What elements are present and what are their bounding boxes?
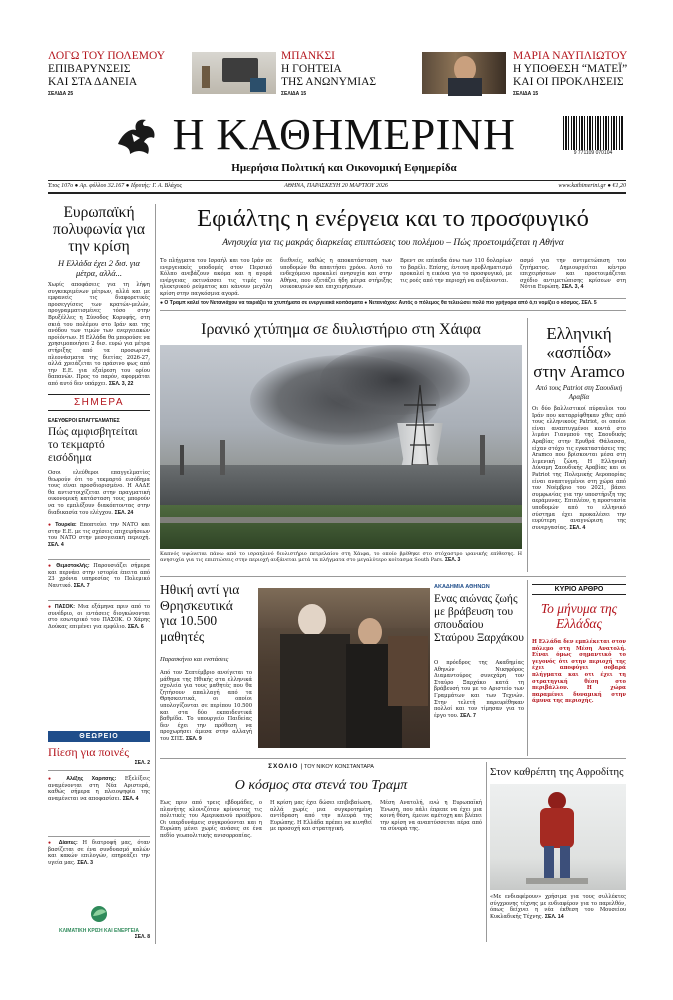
teaser-headline-2: ΚΑΙ ΟΙ ΠΡΟΚΛΗΣΕΙΣ: [513, 76, 624, 88]
teaser-banksy[interactable]: [281, 50, 401, 97]
masthead-meta-right: www.kathimerini.gr ● €1,20: [558, 183, 626, 189]
haifa-headline[interactable]: Ιρανικό χτύπημα σε διυλιστήριο στη Χάιφα: [201, 321, 481, 338]
aspida-subhead: Από τους Patriot στη Σαουδική Αραβία: [535, 384, 623, 401]
masthead-subtitle: Ημερήσια Πολιτική και Οικονομική Εφημερίδα: [231, 162, 457, 174]
afrodites-sculpture-photo: [490, 784, 626, 890]
simera-label: ΣΗΜΕΡΑ: [73, 397, 124, 408]
kyrio-headline[interactable]: Το μήνυμα της Ελλάδας: [540, 601, 618, 631]
main-body-col3: Βρεντ σε επίπεδα άνω των 110 δολαρίων το βαρέλι. Επίσης, έντονη προβληματισμό προκαλεί η εικόνα για το προσφυγικό, με τις ροές από την περιοχή να αυξάνονται.: [400, 258, 512, 284]
nafpliotou-photo: [422, 52, 506, 94]
teaser-kicker: ΜΠΑΝΚΣΙ: [281, 50, 335, 62]
ethiki-headline[interactable]: Ηθική αντί για Θρησκευτικά για 10.500 μαθητές: [160, 582, 240, 644]
kyrio-body: Η Ελλάδα δεν εμπλέκεται στον πόλεμο στη Μέση Ανατολή. Είναι όμως σημαντικό το γεγονός ότι στην περιοχή της έχει αποφύγει σοβαρά πλήγματα και οτι έχει τη στρατηγική θέση στο περιβάλλον. Η χώρα παραμένει δυναμική στην άμυνα της περιοχής.: [532, 639, 626, 705]
main-headline[interactable]: Εφιάλτης η ενέργεια και το προσφυγικό: [197, 205, 589, 232]
teaser-headline-2: ΚΑΙ ΣΤΑ ΔΑΝΕΙΑ: [48, 76, 138, 88]
kyrio-label: ΚΥΡΙΟ ΑΡΘΡΟ: [532, 584, 626, 595]
story-tekmarto-body: Οσοι ελεύθεροι επαγγελματίες θεωρούν ότι το τεκμαρτό εισόδημα τους είναι προσδιορισμένο. Η ΑΑΔΕ θα αντιστοιχίζεται στην πραγματική οικονομική κατάσταση τους μπορούν να το εμπλέξουν διακόπτοντας στην διαδικασία του ελέγχου. ΣΕΛ. 24: [48, 470, 150, 516]
akadimia-body: Ο πρόεδρος της Ακαδημίας Αθηνών Νικηφόρος Διαμαντούρος συνεχάρη τον Σταύρο Ξαρχάκο κατά τη βράβευσή του με το Αριστείο των Γραμμάτων και των Τεχνών. Στην τελετή παρευρέθηκαν πολλοί και τον τίμησαν για το έργο του. ΣΕΛ. 7: [434, 660, 524, 719]
section-label: ΕΛΕΥΘΕΡΟΙ ΕΠΑΓΓΕΛΜΑΤΙΕΣ: [48, 418, 120, 424]
barcode: [563, 116, 623, 150]
haifa-caption: Καπνός υψώνεται πάνω από το ισραηλινό διυλιστήριο πετρελαίου στη Χάιφα, το οποίο βρέθηκε στο στόχαστρο ιρανικής επίθεσης. Η ανησυχία για τις επιπτώσεις στην περιοχή αυξάνεται μετά τα πλήγματα στο μεγαλύτερο κοίτασμα South Pars. ΣΕΛ. 3: [160, 551, 522, 564]
afrodites-headline[interactable]: Στον καθρέπτη της Αφροδίτης: [490, 766, 624, 778]
xarchakos-photo: [258, 588, 430, 748]
teaser-nafpliotou[interactable]: [513, 50, 663, 97]
teaser-headline-2: ΤΗΣ ΑΝΩΝΥΜΙΑΣ: [281, 76, 377, 88]
brief-charitsis[interactable]: ● Αλέξης Χαριτσης: Εξελίξεις αναμένονται στη Νέα Αριστερά, καθώς σήμερα η πλειοψηφία της αναμένεται να αποφασίσει. ΣΕΛ. 4: [48, 776, 150, 834]
teaser-headline: ΕΠΙΒΑΡΥΝΣΕΙΣ: [48, 63, 131, 75]
left-subhead: Η Ελλάδα έχει 2 δισ. για μέτρα, αλλά...: [57, 258, 141, 278]
scholio-col3: Μέση Ανατολή, ενώ η Ευρωπαϊκή Ένωση, που πάλι έπρεπε να έχει μια κοινή θέση, έμεινε αμέτοχη και βλέπει την κρίση να αναπτύσσεται πέρα από τα σύνορά της.: [380, 800, 482, 833]
theoria-title[interactable]: Πίεση για ποινές: [48, 745, 129, 759]
main-ticker: ● Ο Τραμπ καλεί τον Νετανιάχου να ταιριάξει τα χτυπήματα σε ενεργειακά κοιτάσματα ● Νετανιάχου: Αυτός ο πόλεμος θα τελειώσει πολύ πιο γρήγορα από ό,τι νομίζει ο κόσμος. ΣΕΛ. 5: [160, 300, 597, 306]
main-subhead: Ανησυχία για τις μακράς διαρκείας επιπτώσεις του πολέμου – Πώς προετοιμάζεται η Αθήνα: [222, 238, 564, 248]
brief-pasok[interactable]: ● ΠΑΣΟΚ: Μια εξάμηνα πριν από το συνέδριο, οι εντάσεις διογκώνονται στο εσωτερικό του ΠΑΣΟΚ. Ο Χάρης Δούκας επιμένει για εμφύλιο. ΣΕΛ. 6: [48, 604, 150, 644]
brief-turkey[interactable]: ● Τουρκία: Εποπτεύει την ΝΑΤΟ και στην Ε.Ε. με τις σχέσεις επιχειρήσεων του ΝΑΤΟ στην μεσογειακή περιοχή. ΣΕΛ. 4: [48, 522, 150, 556]
masthead-date: ΑΘΗΝΑ, ΠΑΡΑΣΚΕΥΗ 20 ΜΑΡΤΙΟΥ 2026: [284, 183, 388, 189]
theoria-page: ΣΕΛ. 2: [134, 760, 150, 766]
climate-ad[interactable]: [48, 904, 150, 940]
banksy-photo: [192, 52, 276, 94]
akadimia-headline[interactable]: Ενας αιώνας ζωής με βράβευση του σπουδαίου Σταύρου Ξαρχάκου: [434, 593, 524, 644]
teaser-war-loans[interactable]: [48, 50, 183, 97]
masthead: [0, 100, 673, 196]
leaf-icon: [48, 904, 150, 924]
story-tekmarto-title[interactable]: Πώς αμφισβητείται το τεκμαρτό εισόδημα: [48, 426, 138, 464]
aspida-headline[interactable]: Ελληνική «ασπίδα» στην Aramco: [533, 324, 625, 381]
brief-themistoklis[interactable]: ● Θεμιστοκλής: Παρουσιάζει σήμερα και περνάει στην ιστορία έπειτα από 23 χρόνια υπηρεσίας το Πολεμικό Ναυτικό. ΣΕΛ. 7: [48, 563, 150, 597]
haifa-refinery-photo: [160, 345, 522, 549]
theoria-label: ΘΕΩΡΕΙΟ: [48, 731, 150, 742]
teaser-kicker: ΜΑΡΙΑ ΝΑΥΠΛΙΩΤΟΥ: [513, 50, 628, 62]
main-body-col2: διεθνείς, καθώς η αποκατάσταση των υποδομών θα απαιτήσει χρόνο. Αυτό το ενδεχόμενο προκαλεί ανησυχία και στην Αθήνα, που εξετάζει ήδη μέτρα στήριξης νοικοκυριών και επιχειρήσεων.: [280, 258, 392, 291]
scholio-author: ΤΟΥ ΝΙΚΟΥ ΚΟΝΣΤΑΝΤΑΡΑ: [303, 764, 374, 770]
scholio-header: ΣΧΟΛΙΟ | ΤΟΥ ΝΙΚΟΥ ΚΟΝΣΤΑΝΤΑΡΑ: [268, 763, 374, 770]
barcode-number: 9 771109 070104: [573, 150, 613, 156]
scholio-col1: Εως πριν από τρεις εβδομάδες, ο πλανήτης κλονιζόταν κρίνοντας τις πολιτικές του Αμερικανού προέδρου. Οι υπερδυνάμεις συγκρούονται και η Ευρώπη μένει χωρίς ανάσες σε ένα πεδίο γεωπολιτικής ανισορροπίας.: [160, 800, 262, 839]
climate-ad-page: ΣΕΛ. 8: [134, 934, 150, 940]
teaser-page: ΣΕΛΙΔΑ 25: [48, 91, 74, 97]
ethiki-body: Από τον Σεπτέμβριο ανοίγεται το μάθημα της Ηθικής στα ελληνικά σχολεία για τους μαθητές που θα ζητήσουν απαλλαγή από τα Θρησκευτικά, οι οποίοι υπολογίζονται σε περίπου 10.500 και στα δύο εκπαιδευτικά βαθμίδα. Το υπουργείο Παιδείας δεν έχει την πρόθεση να προχωρήσει άμεσα στην αλλαγή του ΣΠΣ. ΣΕΛ. 9: [160, 670, 252, 742]
aspida-body: Οι δύο βαλλιστικοί πύραυλοι του Ιράν που καταρρίφθηκαν χθες από τους ελληνικούς Patriot, οι οποίοι είναι αναπτυγμένοι κοντά στο λιμάνι Γιανμπού της Σαουδικής Αραβίας στην Ερυθρά Θάλασσα, είχαν στόχο τις εγκαταστάσεις της Aramco που βρίσκονται μέσα στη λιμενική ζώνη. Η Ελληνική Δύναμη Σαουδικής Αραβίας και οι Patriot της Πολεμικής Αεροπορίας είναι αναπτυγμένοι στη χώρα από τον Νοέμβριο του 2021, βάσει συμφωνίας για την υποστήριξη της αεράμυνας. Επιπλέον, η προστασία υποδομών από το ελληνικό σύστημα έχει προκαλέσει την ευρύτερη αναγνώριση της συνεργασίας. ΣΕΛ. 4: [532, 406, 626, 531]
teaser-headline: Η ΥΠΟΘΕΣΗ “ΜΑΤΕΪ”: [513, 63, 628, 75]
kathimerini-logo-icon: [112, 114, 160, 158]
kyrio-arthro-box: [532, 584, 626, 756]
afrodites-body: «Με ενδιαφέρουν» χρήσιμα για τους συλλέκτες σύγχρονης τέχνης με ενδιαφέρον για το παρελθόν, όπως δείχνει η νέα έκθεση του Μουσείου Κυκλαδικής Τέχνης. ΣΕΛ. 14: [490, 894, 626, 920]
left-column: [48, 204, 150, 944]
masthead-title: Η ΚΑΘΗΜΕΡΙΝΗ: [172, 110, 516, 159]
ethiki-subhead: Παρασκήνιο και ενστάσεις: [160, 656, 229, 663]
climate-ad-text: ΚΛΙΜΑΤΙΚΗ ΚΡΙΣΗ ΚΑΙ ΕΝΕΡΓΕΙΑ: [58, 928, 140, 934]
masthead-meta-left: Έτος 107ο ● Αρ. φύλλου 32.167 ● Ιδρυτής: Γ. Α. Βλάχος: [48, 183, 182, 189]
teaser-kicker: ΛΟΓΩ ΤΟΥ ΠΟΛΕΜΟΥ: [48, 50, 166, 62]
scholio-label: ΣΧΟΛΙΟ: [268, 763, 299, 770]
left-headline[interactable]: Ευρωπαϊκή πολυφωνία για την κρίση: [53, 204, 145, 255]
akadimia-label: ΑΚΑΔΗΜΙΑ ΑΘΗΝΩΝ: [434, 584, 490, 590]
scholio-col2: Η κρίση μας έχει δώσει επιβεβαίωση, αλλά χωρίς μια συγκροτημένη αντίδραση από την πλευρά της Ευρώπης. Η Ελλάδα πρέπει να κινηθεί με προσοχή και στρατηγική.: [270, 800, 372, 833]
teaser-headline: Η ΓΟΗΤΕΙΑ: [281, 63, 342, 75]
teaser-page: ΣΕΛΙΔΑ 15: [513, 91, 539, 97]
teaser-page: ΣΕΛΙΔΑ 15: [281, 91, 307, 97]
main-body-col4: ασμό για την αντιμετώπιση του ζητήματος. Δημιουργείται κέντρο επιχειρήσεων και προετοιμάζεται σχέδιο αντιμετώπισης κρίσεων στη Νότια Ευρώπη. ΣΕΛ. 3, 4: [520, 258, 626, 291]
scholio-headline[interactable]: Ο κόσμος στα στενά του Τραμπ: [234, 778, 408, 793]
left-body: Χωρίς αποφάσεις για τη λήψη συγκεκριμένων μέτρων, αλλά και με εμφανείς τις διαφορετικές προσεγγίσεις των κρατών-μελών, προγραμματισμένες τόσο στην Βρυξέλλες η Σύνοδος Κορυφής, στη σκιά του πολέμου στο Ιράν και της ανόδου των τιμών των ενεργειακών προϊόντων. Η Ελλάδα θα μπορούσε να χρησιμοποιήσει 2 δισ. ευρώ για μέτρα στήριξης από τα προσωρινά πλεονάσματα της διετίας 2026-27, αλλά χρειάζεται το πράσινο φως από την Ε.Ε. για εξαίρεση του ορίου δαπανών. Προς το παρόν, αφορμάται από αυτό δεν υπάρχει. ΣΕΛ. 3, 22: [48, 282, 150, 387]
main-body-col1: Το πλήγματα του Ισραήλ και του Ιράν σε ενεργειακές υποδομές στον Περσικό Κόλπο ανεβάζουν ακόμα και η αγορά ενέργειας εκτινάσσει τις τιμές του ηλεκτρικού ρεύματος και κάνουν μεγάλη κρίση στην παγκόσμια αγορά.: [160, 258, 272, 297]
brief-diet[interactable]: ● Δίαιτες: Η διατροφή μας, όταν βασίζεται σε ένα συνδυασμό καλών και κακών επιλογών, επηρεάζει την υγεία μας. ΣΕΛ. 3: [48, 840, 150, 898]
teaser-strip: [0, 0, 673, 100]
